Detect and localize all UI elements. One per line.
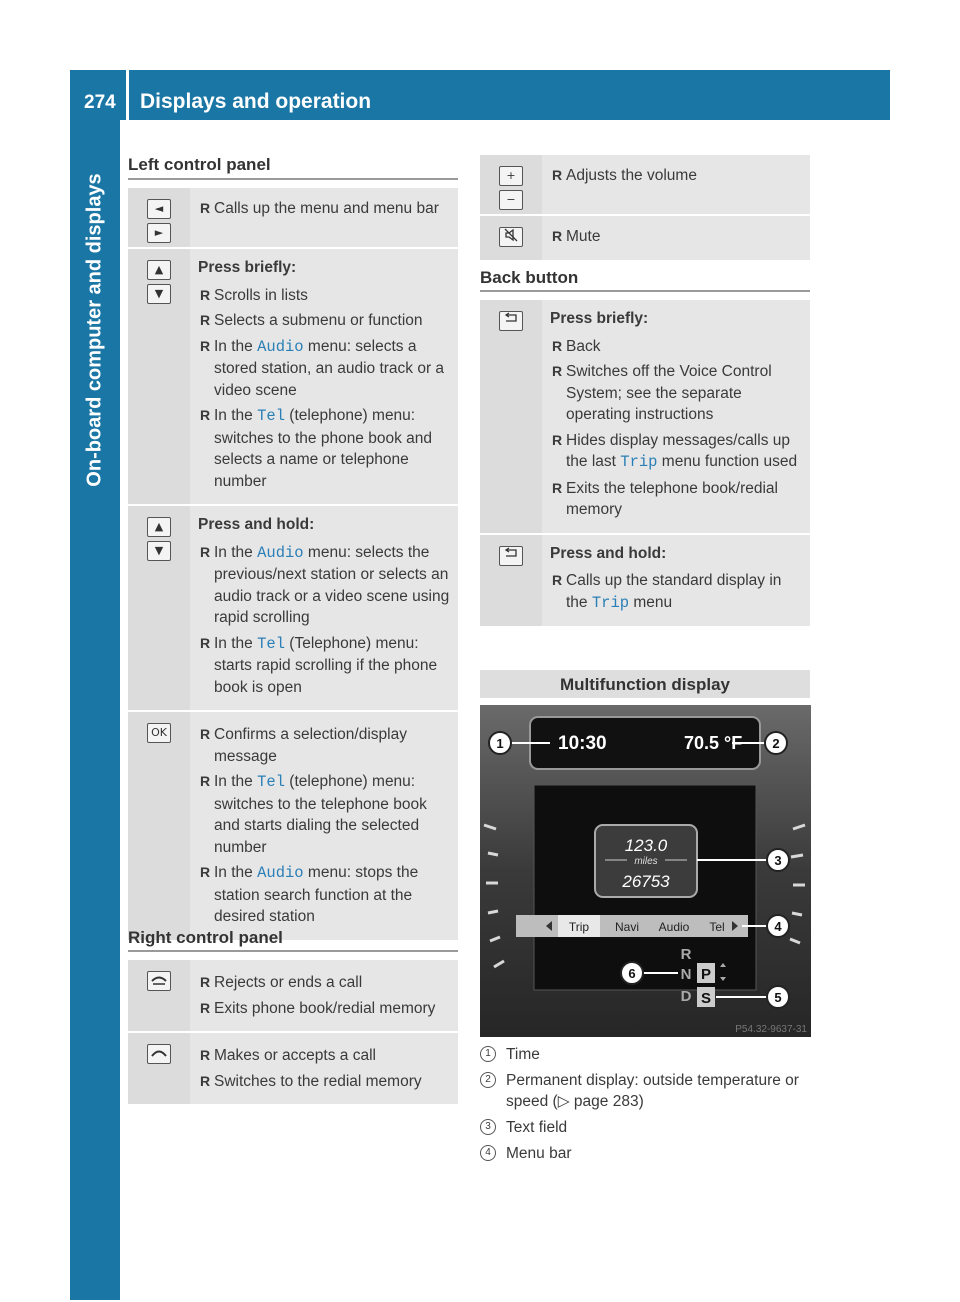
list-item: R In the Tel (Telephone) menu: starts rapid scrolling if the phone book is open	[198, 633, 452, 699]
list-item: 2 Permanent display: outside temperature or speed (▷ page 283)	[480, 1070, 810, 1112]
press-label: Press and hold:	[550, 544, 667, 562]
table-row	[128, 1031, 458, 1104]
down-arrow-key-icon: ▼	[147, 284, 171, 304]
section-rule	[128, 950, 458, 952]
trip-menu-term: Trip	[620, 453, 658, 471]
ok-key-icon: OK	[147, 723, 171, 743]
volume-up-key-icon: +	[499, 166, 523, 186]
list-item: 1 Time	[480, 1044, 810, 1065]
trip-menu-term: Trip	[591, 593, 630, 612]
svg-text:4: 4	[774, 919, 782, 934]
list-item: R Confirms a selection/display message	[198, 724, 452, 767]
text-field-bottom: 26753	[622, 872, 670, 891]
tel-menu-term: Tel	[257, 773, 285, 791]
up-arrow-key-icon: ▲	[147, 260, 171, 280]
table-row	[480, 214, 810, 260]
table-row	[128, 247, 458, 504]
back-button-table	[480, 298, 810, 626]
mode-indicator: S	[700, 990, 712, 1007]
up-arrow-key-icon: ▲	[147, 517, 171, 537]
temperature-readout: 70.5 °F	[684, 733, 743, 753]
list-item: R Exits phone book/redial memory	[198, 998, 452, 1020]
figure-legend	[480, 1044, 810, 1169]
end-call-key-icon	[147, 971, 171, 991]
list-item: R In the Tel (telephone) menu: switches to the telephone book and starts dialing the selected number	[198, 771, 452, 858]
list-item: R Switches off the Voice Control System; see the separate operating instructions	[550, 361, 804, 426]
side-tab-label: On-board computer and displays	[83, 173, 106, 487]
section-rule	[128, 178, 458, 180]
header-divider	[126, 70, 129, 120]
volume-table	[480, 153, 810, 260]
svg-text:6: 6	[628, 966, 636, 981]
list-item: 4 Menu bar	[480, 1143, 810, 1164]
left-panel-title: Left control panel	[128, 155, 271, 174]
section-rule	[480, 290, 810, 292]
multifunction-title: Multifunction display	[560, 675, 730, 694]
page-header	[70, 70, 890, 120]
table-row	[480, 153, 810, 214]
table-row	[480, 298, 810, 533]
list-item: R Selects a submenu or function	[198, 310, 452, 332]
list-item: R Calls up the menu and menu bar	[198, 198, 452, 220]
list-item: R Back	[550, 336, 804, 358]
back-button-title: Back button	[480, 268, 579, 287]
table-row	[128, 958, 458, 1031]
list-item: R Mute	[550, 226, 804, 248]
menu-item-navi: Navi	[614, 920, 640, 934]
audio-menu-term: Audio	[257, 337, 304, 356]
legend-number: 3	[480, 1119, 496, 1135]
accept-call-key-icon	[147, 1044, 171, 1064]
left-panel-table	[128, 186, 458, 940]
page-title: Displays and operation	[140, 90, 372, 113]
gear-r: R	[680, 946, 692, 963]
back-key-icon	[499, 311, 523, 331]
figure-part-number: P54.32-9637-31	[735, 1024, 807, 1035]
press-label: Press and hold:	[198, 516, 315, 533]
page-reference-link[interactable]: ▷ page 283	[557, 1093, 639, 1110]
table-row	[128, 504, 458, 710]
mute-key-icon	[499, 227, 523, 247]
tel-menu-term: Tel	[257, 407, 285, 425]
volume-down-key-icon: −	[499, 190, 523, 210]
list-item: R Makes or accepts a call	[198, 1045, 452, 1067]
text-field-unit: miles	[634, 856, 658, 867]
side-tab	[70, 120, 120, 1300]
list-item: R Scrolls in lists	[198, 285, 452, 307]
list-item: 3 Text field	[480, 1117, 810, 1138]
list-item: R In the Audio menu: stops the station search function at the desired station	[198, 862, 452, 928]
svg-text:5: 5	[774, 990, 782, 1005]
list-item: R Hides display messages/calls up the last Trip menu function used	[550, 430, 804, 474]
list-item: R Switches to the redial memory	[198, 1071, 452, 1093]
page-number: 274	[84, 92, 116, 113]
right-panel-title: Right control panel	[128, 928, 283, 947]
list-item: R Calls up the standard display in the Trip menu	[550, 570, 804, 614]
press-label: Press briefly:	[198, 259, 297, 276]
right-arrow-key-icon: ►	[147, 223, 171, 243]
audio-menu-term: Audio	[257, 543, 304, 562]
down-arrow-key-icon: ▼	[147, 541, 171, 561]
list-item: R In the Audio menu: selects the previous/next station or selects an audio track or a video scene using rapid scrolling	[198, 542, 452, 629]
tel-menu-term: Tel	[257, 634, 285, 653]
table-row	[480, 533, 810, 627]
list-item: R In the Tel (telephone) menu: switches to the phone book and selects a name or telephone number	[198, 405, 452, 492]
back-key-icon	[499, 546, 523, 566]
svg-text:3: 3	[774, 853, 782, 868]
cluster-figure	[480, 705, 811, 1037]
gear-n: N	[680, 966, 692, 983]
multifunction-title-band	[480, 670, 810, 698]
left-arrow-key-icon: ◄	[147, 199, 171, 219]
gear-d: D	[680, 988, 692, 1005]
right-panel-table	[128, 958, 458, 1104]
list-item: R Exits the telephone book/redial memory	[550, 478, 804, 521]
time-readout: 10:30	[558, 733, 607, 754]
text-field-top: 123.0	[624, 836, 668, 855]
menu-item-tel: Tel	[709, 920, 725, 934]
list-item: R Adjusts the volume	[550, 165, 804, 187]
legend-number: 2	[480, 1072, 496, 1088]
list-item: R In the Audio menu: selects a stored station, an audio track or a video scene	[198, 336, 452, 402]
svg-text:2: 2	[772, 736, 780, 751]
svg-text:1: 1	[496, 736, 504, 751]
list-item: R Rejects or ends a call	[198, 972, 452, 994]
legend-number: 4	[480, 1145, 496, 1161]
press-label: Press briefly:	[550, 310, 649, 327]
menu-item-trip: Trip	[568, 920, 590, 934]
menu-item-audio: Audio	[658, 920, 690, 934]
table-row	[128, 710, 458, 940]
legend-number: 1	[480, 1046, 496, 1062]
gear-p: P	[700, 966, 712, 983]
table-row	[128, 186, 458, 247]
audio-menu-term: Audio	[257, 864, 304, 882]
